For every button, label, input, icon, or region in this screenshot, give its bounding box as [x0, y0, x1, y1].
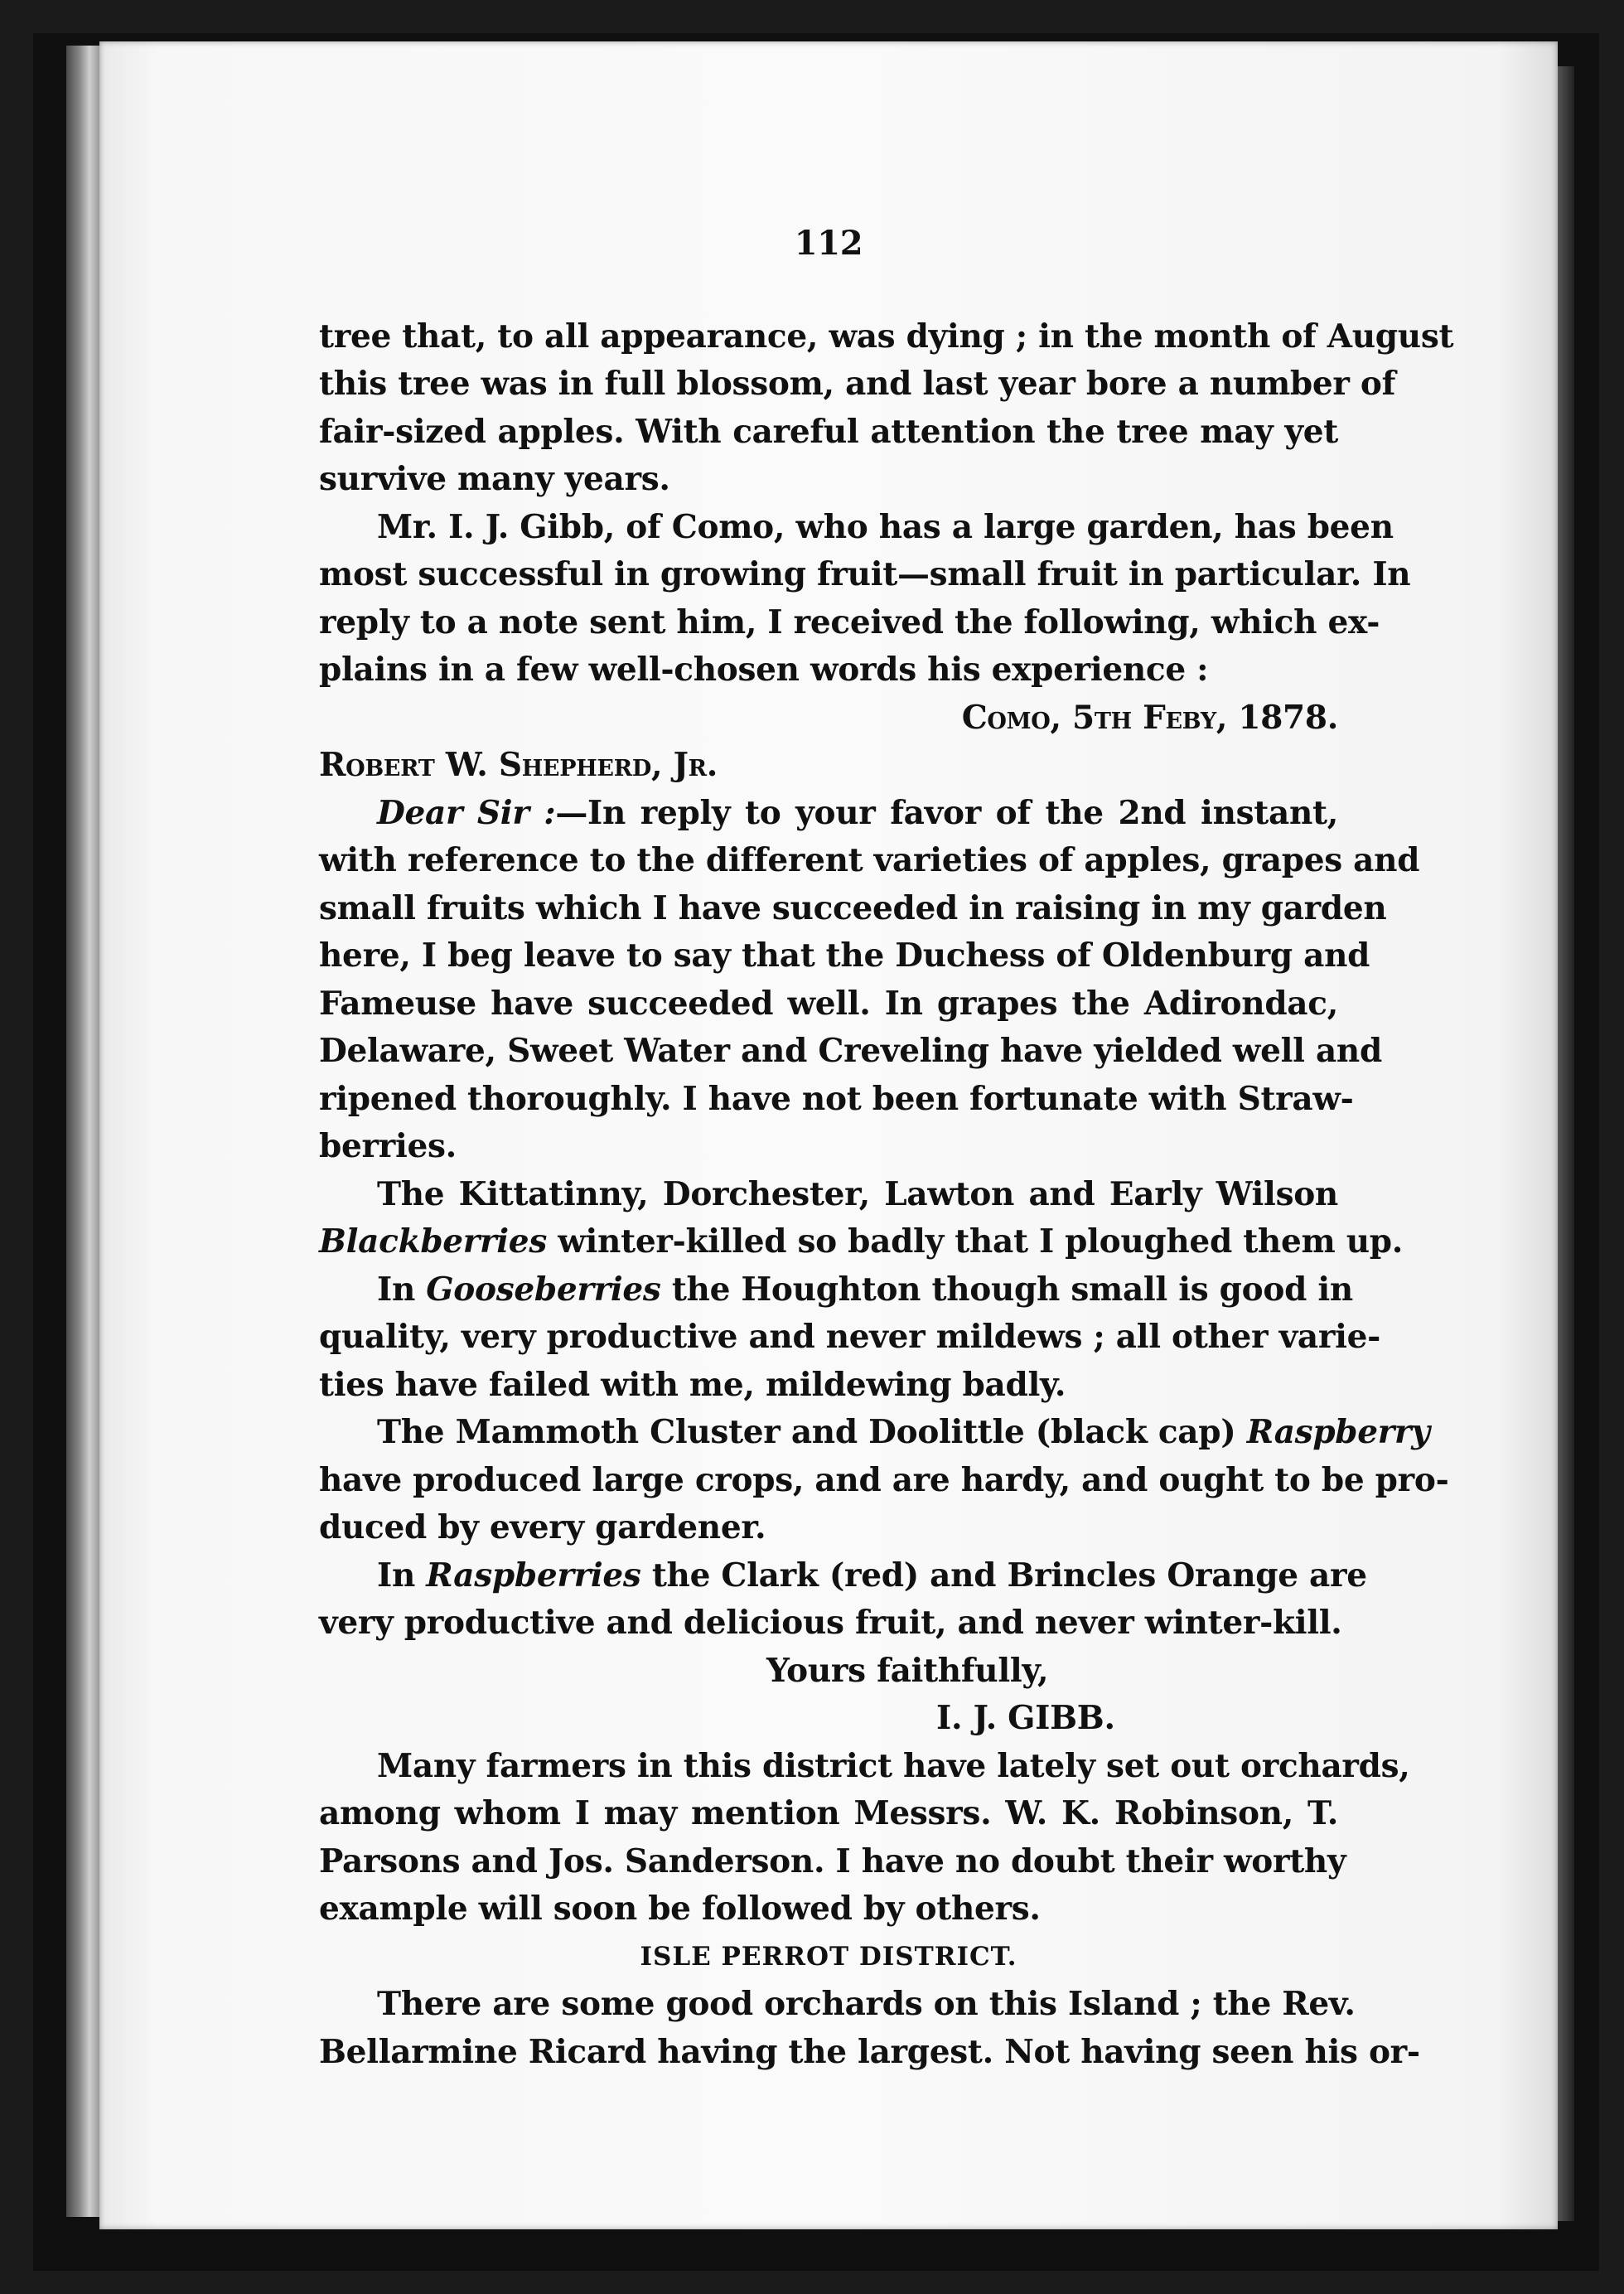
text-line: among whom I may mention Messrs. W. K. Robinson, T.: [319, 1794, 1338, 1832]
text-line: quality, very productive and never mildews ; all other varie-: [319, 1318, 1381, 1356]
letter-paragraph-4: [319, 1409, 1449, 1552]
text-line: The Mammoth Cluster and Doolittle (black cap) Raspberry: [377, 1413, 1430, 1451]
text-line: Many farmers in this district have lately set out orchards,: [377, 1746, 1410, 1785]
text-line: Delaware, Sweet Water and Creveling have yielded well and: [319, 1032, 1382, 1070]
text-line: survive many years.: [319, 460, 670, 498]
text-line: The Kittatinny, Dorchester, Lawton and Early Wilson: [377, 1174, 1338, 1213]
italic-term: Gooseberries: [426, 1270, 661, 1309]
text-line: Dear Sir :—In reply to your favor of the 2nd instant,: [377, 793, 1339, 832]
letter-paragraph-1: [319, 790, 1420, 1171]
section-heading: ISLE PERROT DISTRICT.: [640, 1941, 1017, 1972]
text-line: very productive and delicious fruit, and never winter-kill.: [319, 1604, 1342, 1642]
salutation: Dear Sir :: [377, 793, 556, 832]
letter-dateline: Como, 5th Feby, 1878.: [961, 698, 1338, 737]
letter-paragraph-3: [319, 1266, 1381, 1410]
page-number: 112: [794, 224, 863, 263]
text-line: reply to a note sent him, I received the following, which ex-: [319, 603, 1380, 641]
letter-signature: I. J. GIBB.: [936, 1699, 1115, 1737]
letter-addressee: Robert W. Shepherd, Jr.: [319, 746, 718, 784]
text-line: most successful in growing fruit—small fruit in particular. In: [319, 555, 1411, 593]
letter-closing: Yours faithfully,: [766, 1651, 1049, 1690]
text-line: have produced large crops, and are hardy, and ought to be pro-: [319, 1460, 1449, 1499]
italic-term: Raspberries: [426, 1556, 641, 1595]
text-line: tree that, to all appearance, was dying ; in the month of August: [319, 317, 1454, 356]
paragraph-4: [319, 1981, 1420, 2076]
text-line: duced by every gardener.: [319, 1508, 766, 1546]
italic-term: Raspberry: [1246, 1413, 1430, 1451]
text-line: In Raspberries the Clark (red) and Brincles Orange are: [377, 1556, 1367, 1595]
text-line: Fameuse have succeeded well. In grapes the Adirondac,: [319, 984, 1338, 1023]
italic-term: Blackberries: [319, 1222, 547, 1261]
page-right-edge: [1558, 66, 1574, 2221]
text-line: Parsons and Jos. Sanderson. I have no doubt their worthy: [319, 1841, 1346, 1880]
text-line: ties have failed with me, mildewing badly.: [319, 1365, 1066, 1404]
text-line: this tree was in full blossom, and last year bore a number of: [319, 365, 1396, 403]
paragraph-1: [319, 313, 1454, 504]
paragraph-3: [319, 1743, 1410, 1933]
text-line: There are some good orchards on this Island ; the Rev.: [377, 1985, 1356, 2023]
text-line: ripened thoroughly. I have not been fortunate with Straw-: [319, 1079, 1354, 1118]
text-line: In Gooseberries the Houghton though small is good in: [377, 1270, 1353, 1309]
text-line: berries.: [319, 1127, 457, 1165]
text-line: with reference to the different varieties of apples, grapes and: [319, 841, 1420, 879]
text-line: Mr. I. J. Gibb, of Como, who has a large garden, has been: [377, 507, 1394, 546]
text-line: example will soon be followed by others.: [319, 1890, 1041, 1928]
letter-paragraph-2: [319, 1171, 1404, 1266]
text-line: small fruits which I have succeeded in raising in my garden: [319, 888, 1387, 927]
text-line: Blackberries winter-killed so badly that I ploughed them up.: [319, 1222, 1404, 1261]
paragraph-2: [319, 504, 1411, 694]
book-spine-edge: [66, 46, 99, 2217]
text-line: here, I beg leave to say that the Duchess of Oldenburg and: [319, 936, 1370, 975]
text-line: fair-sized apples. With careful attention the tree may yet: [319, 412, 1338, 451]
page-text: [319, 220, 1454, 2076]
text-line: plains in a few well-chosen words his experience :: [319, 651, 1209, 689]
text-line: Bellarmine Ricard having the largest. Not having seen his or-: [319, 2032, 1420, 2071]
letter-paragraph-5: [319, 1552, 1367, 1648]
